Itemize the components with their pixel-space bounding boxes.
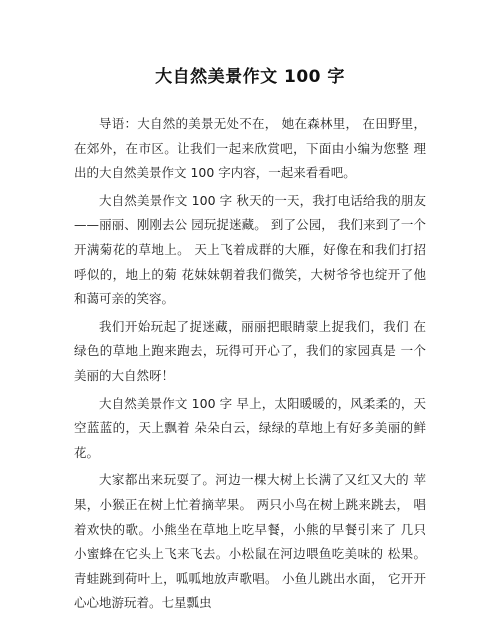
paragraph-essay-1-cont: 我们开始玩起了捉迷藏，丽丽把眼睛蒙上捉我们，我们 在绿色的草地上跑来跑去，玩得可开心了，我们的家园真是 一个美丽的大自然呀！	[74, 318, 426, 383]
paragraph-intro: 导语：大自然的美景无处不在， 她在森林里， 在田野里， 在郊外，在市区。让我们一起来欣赏吧，下面由小编为您整 理出的大自然美景作文 100 字内容，一起来看看吧。	[74, 116, 426, 181]
article-body	[74, 112, 426, 619]
paragraph-essay-1: 大自然美景作文 100 字 秋天的一天，我打电话给我的朋友——丽丽、刚刚去公 园玩捉迷藏。 到了公园， 我们来到了一个开满菊花的草地上。 天上飞着成群的大雁，好像在和我们打招呼似的，地上的菊 花妹妹朝着我们微笑，大树爷爷也绽开了他和蔼可亲的笑容。	[74, 192, 426, 307]
paragraph-essay-2-cont: 大家都出来玩耍了。河边一棵大树上长满了又红又大的 苹果，小猴正在树上忙着摘苹果。 两只小鸟在树上跳来跳去， 唱着欢快的歌。小熊坐在草地上吃早餐，小熊的早餐引来了 几只小蜜蜂在它头上飞来飞去。小松鼠在河边喂鱼吃美味的 松果。青蛙跳到荷叶上，呱呱地放声歌唱。 小鱼儿跳出水面， 它开开心心地游玩着。七星瓢虫	[74, 472, 426, 611]
paragraph-essay-2: 大自然美景作文 100 字 早上，太阳暖暖的，风柔柔的，天空蓝蓝的，天上飘着 朵朵白云，绿绿的草地上有好多美丽的鲜花。	[74, 395, 426, 460]
page-title: 大自然美景作文 100 字	[155, 67, 345, 87]
